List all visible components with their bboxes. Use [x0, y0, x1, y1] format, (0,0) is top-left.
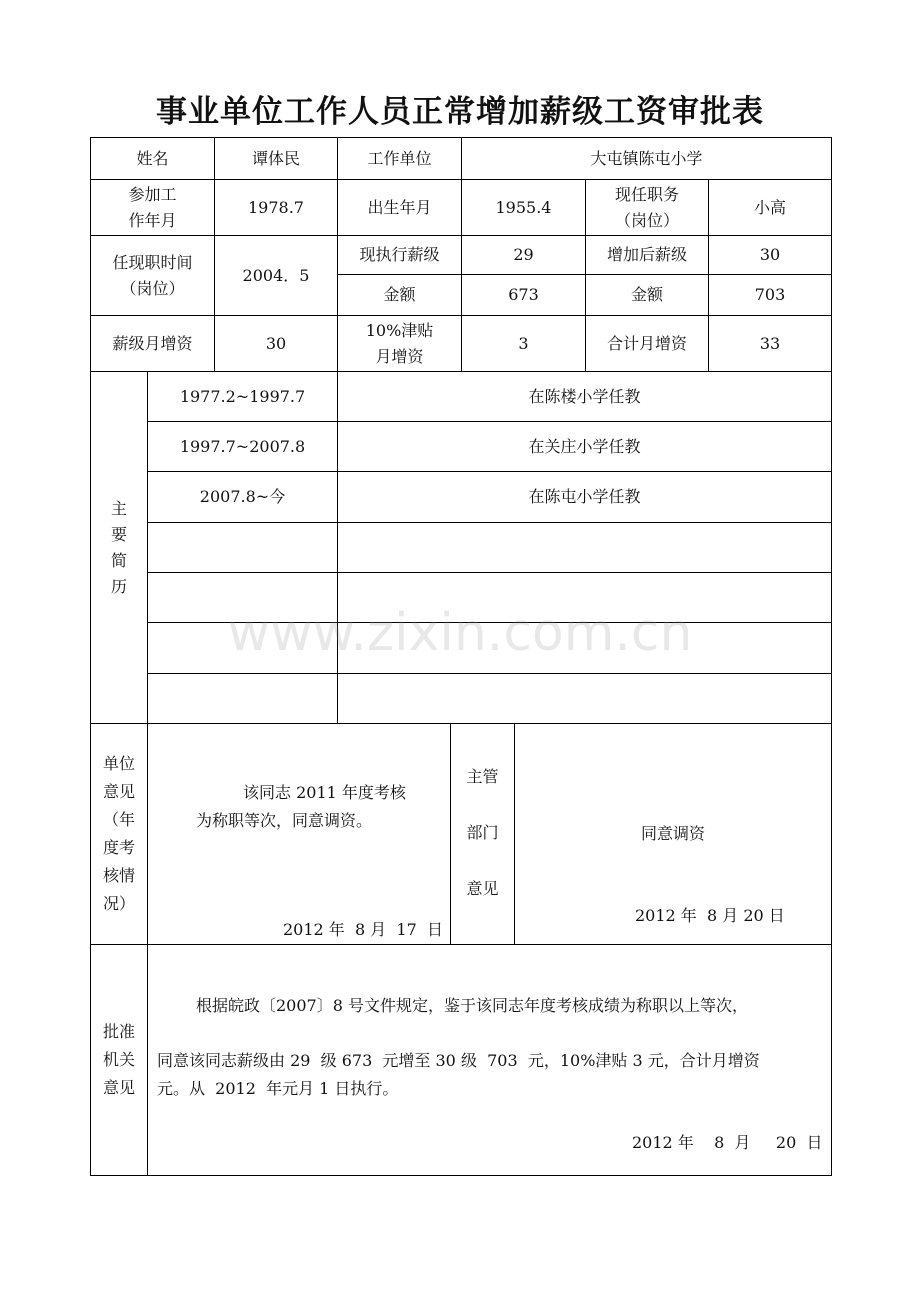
approval-line-1: 根据皖政〔2007〕8 号文件规定，鉴于该同志年度考核成绩为称职以上等次，: [196, 996, 748, 1015]
unit-opinion-text-2: 为称职等次，同意调资。: [196, 811, 373, 830]
unit-value: 大屯镇陈屯小学: [590, 148, 703, 168]
allowance-label: 10%津贴 月增资: [365, 320, 434, 366]
current-amount-value: 673: [508, 285, 539, 304]
approval-line-2: 同意该同志薪级由 29 级 673 元增至 30 级 703 元，10%津贴 3 元，合计月增资: [157, 1051, 760, 1070]
resume-period: [148, 523, 337, 572]
resume-desc: 在陈屯小学任教: [528, 487, 641, 506]
dept-opinion-label: 主管 部门 意见: [466, 766, 499, 898]
tenure-label: 任现职时间 （岗位）: [112, 252, 193, 298]
new-amount-label: 金额: [630, 285, 663, 304]
resume-desc: [338, 674, 831, 723]
current-grade-value: 29: [513, 245, 534, 264]
monthly-increase-label: 薪级月增资: [112, 333, 193, 353]
name-value: 谭体民: [251, 148, 300, 168]
current-grade-label: 现执行薪级: [359, 245, 440, 264]
tenure-value: 2004．5: [242, 265, 310, 285]
new-grade-value: 30: [759, 245, 781, 264]
new-amount-value: 703: [754, 285, 786, 304]
unit-label: 工作单位: [367, 148, 432, 168]
resume-period: 1977.2~1997.7: [179, 386, 306, 406]
watermark-text: www.zixin.com.cn: [227, 603, 693, 663]
total-value: 33: [759, 333, 781, 353]
resume-desc: [338, 573, 831, 622]
resume-desc: [338, 623, 831, 673]
resume-period: [148, 573, 337, 622]
unit-opinion-label: 单位 意见 （年 度考 核情 况）: [102, 754, 135, 913]
birth-value: 1955.4: [495, 197, 552, 217]
resume-desc: 在关庄小学任教: [528, 436, 641, 456]
birth-label: 出生年月: [367, 197, 432, 217]
position-value: 小高: [753, 197, 786, 217]
work-start-value: 1978.7: [248, 197, 304, 217]
approval-date: 2012 年 8 月 20 日: [632, 1133, 823, 1152]
resume-desc: [338, 523, 831, 572]
approval-label: 批准 机关 意见: [102, 1022, 135, 1097]
new-grade-label: 增加后薪级: [606, 245, 687, 264]
allowance-value: 3: [518, 333, 529, 353]
approval-line-3: 元。从 2012 年元月 1 日执行。: [157, 1079, 399, 1098]
name-label: 姓名: [136, 148, 169, 168]
resume-period: [148, 674, 337, 723]
unit-opinion-date: 2012 年 8 月 17 日: [283, 920, 443, 939]
position-label: 现任职务 （岗位）: [614, 184, 679, 230]
page-title: 事业单位工作人员正常增加薪级工资审批表: [156, 94, 764, 130]
resume-period: 1997.7~2007.8: [179, 436, 306, 456]
monthly-increase-value: 30: [265, 333, 287, 353]
dept-opinion-text: 同意调资: [640, 824, 705, 843]
resume-label: 主 要 简 历: [110, 498, 127, 596]
resume-period: 2007.8~今: [199, 487, 286, 506]
dept-opinion-date: 2012 年 8 月 20 日: [635, 906, 785, 925]
current-amount-label: 金额: [383, 285, 416, 304]
total-label: 合计月增资: [606, 333, 687, 353]
resume-period: [148, 623, 337, 673]
work-start-label: 参加工 作年月: [128, 184, 177, 230]
unit-opinion-text-1: 该同志 2011 年度考核: [243, 783, 406, 802]
resume-desc: 在陈楼小学任教: [528, 386, 641, 406]
